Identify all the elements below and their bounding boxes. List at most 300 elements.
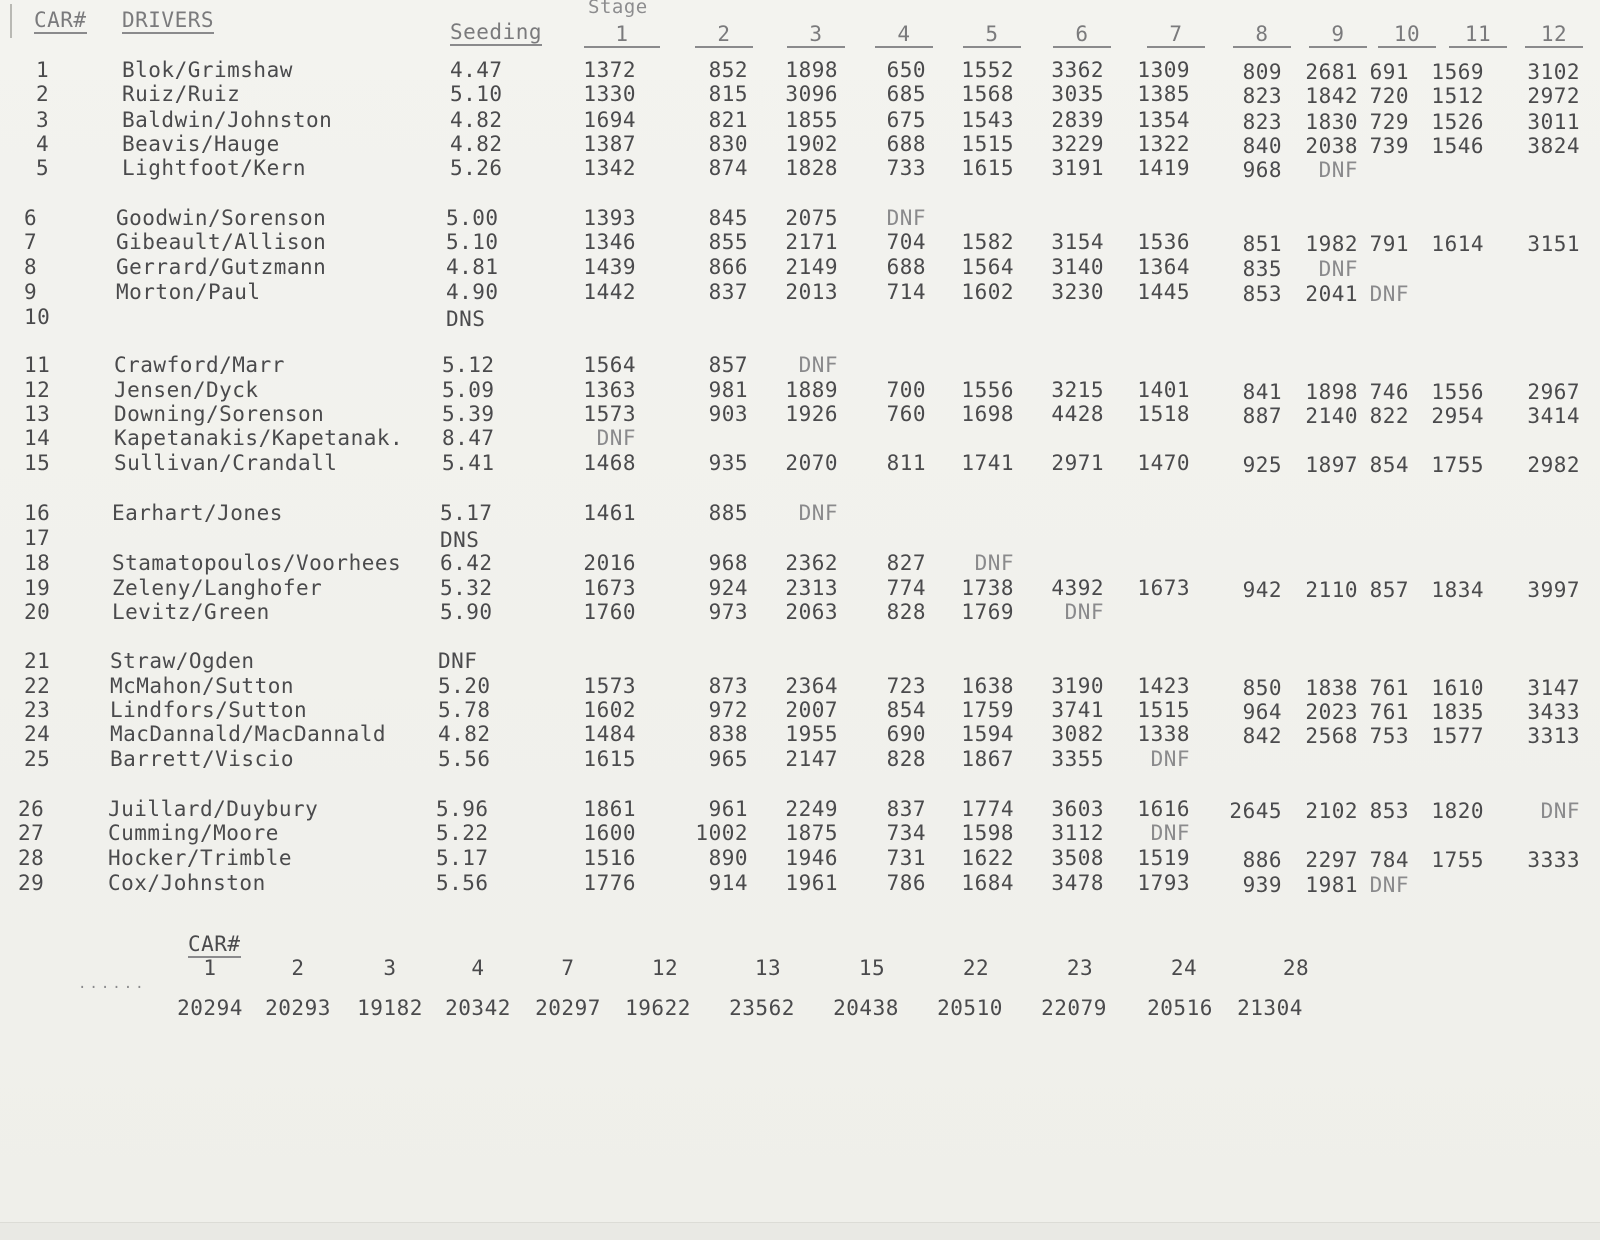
stage-9-time: DNF [1318, 257, 1358, 281]
totals-car-number: 4 [471, 956, 485, 980]
stage-8-time: 823 [1242, 110, 1282, 134]
stage-7-time: 1536 [1137, 230, 1190, 254]
stage-3-time: 2147 [785, 747, 838, 771]
stage-12-time: 3011 [1527, 110, 1580, 134]
stage-3-time: 1828 [785, 156, 838, 180]
driver-names: Lindfors/Sutton [110, 698, 308, 722]
car-number: 10 [24, 305, 51, 329]
seeding-value: 5.00 [446, 206, 499, 230]
stage-11-time: 1755 [1431, 453, 1484, 477]
totals-car-number: 23 [1066, 956, 1094, 980]
car-number: 26 [18, 797, 45, 821]
stage-5-time: 1543 [961, 108, 1014, 132]
stage-9-time: 1898 [1305, 380, 1358, 404]
stage-2-time: 874 [708, 156, 748, 180]
totals-value: 21304 [1237, 996, 1303, 1020]
car-number: 29 [18, 871, 45, 895]
stage-5-time: 1698 [961, 402, 1014, 426]
stage-7-time: 1364 [1137, 255, 1190, 279]
seeding-value: 5.78 [438, 698, 491, 722]
stage-5-time: DNF [974, 551, 1014, 575]
stage-10-time: 791 [1369, 232, 1409, 256]
stage-11-time: 1835 [1431, 700, 1484, 724]
totals-value: 19182 [357, 996, 423, 1020]
stage-5-time: 1738 [961, 576, 1014, 600]
stage-9-time: 1981 [1305, 873, 1358, 897]
stage-1-time: 1673 [583, 576, 636, 600]
stage-6-header: 6 [1053, 24, 1111, 48]
stage-3-time: 1898 [785, 58, 838, 82]
car-number: 27 [18, 821, 45, 845]
stage-10-time: 753 [1369, 724, 1409, 748]
stage-5-time: 1515 [961, 132, 1014, 156]
car-number: 18 [24, 551, 51, 575]
stage-3-time: 2063 [785, 600, 838, 624]
stage-5-time: 1774 [961, 797, 1014, 821]
margin-rule [10, 4, 12, 38]
driver-names: Sullivan/Crandall [114, 451, 338, 475]
stage-1-time: 1573 [583, 674, 636, 698]
stage-2-time: 815 [708, 82, 748, 106]
stage-5-time: 1759 [961, 698, 1014, 722]
stage-6-time: 3230 [1051, 280, 1104, 304]
stage-1-time: 2016 [583, 551, 636, 575]
stage-6-time: 4428 [1051, 402, 1104, 426]
stage-6-time: 3355 [1051, 747, 1104, 771]
stage-3-time: 1889 [785, 378, 838, 402]
stage-1-time: 1330 [583, 82, 636, 106]
stage-2-time: 914 [708, 871, 748, 895]
stage-7-header: 7 [1147, 24, 1205, 48]
stage-8-time: 942 [1242, 578, 1282, 602]
stage-3-time: 2362 [785, 551, 838, 575]
stage-1-time: 1442 [583, 280, 636, 304]
stage-2-time: 852 [708, 58, 748, 82]
stage-6-time: 3035 [1051, 82, 1104, 106]
stage-3-time: 2171 [785, 230, 838, 254]
stage-3-time: 2070 [785, 451, 838, 475]
car-number: 15 [24, 451, 51, 475]
stage-3-time: 2075 [785, 206, 838, 230]
stage-6-time: DNF [1064, 600, 1104, 624]
seeding-value: 5.17 [436, 846, 489, 870]
stage-4-time: 690 [886, 722, 926, 746]
stage-7-time: DNF [1150, 821, 1190, 845]
stage-2-time: 855 [708, 230, 748, 254]
seeding-header: Seeding [450, 20, 543, 44]
stage-3-time: 2149 [785, 255, 838, 279]
seeding-value: 5.10 [446, 230, 499, 254]
totals-car-number: 22 [962, 956, 990, 980]
stage-8-time: 2645 [1229, 799, 1282, 823]
stage-2-time: 821 [708, 108, 748, 132]
stage-6-time: 3229 [1051, 132, 1104, 156]
stage-7-time: 1793 [1137, 871, 1190, 895]
drivers-header: DRIVERS [122, 8, 215, 32]
driver-names: Gerrard/Gutzmann [116, 255, 327, 279]
stage-1-time: 1484 [583, 722, 636, 746]
paper-edge [0, 1222, 1600, 1240]
stage-1-time: 1342 [583, 156, 636, 180]
stage-6-time: 3603 [1051, 797, 1104, 821]
stage-header: Stage [588, 0, 648, 18]
stage-9-time: 1842 [1305, 84, 1358, 108]
stage-2-header: 2 [695, 24, 753, 48]
stage-2-time: 1002 [695, 821, 748, 845]
stage-8-time: 968 [1242, 158, 1282, 182]
driver-names: Earhart/Jones [112, 501, 283, 525]
stage-6-time: 3215 [1051, 378, 1104, 402]
stage-1-time: 1600 [583, 821, 636, 845]
stage-1-time: DNF [596, 426, 636, 450]
stage-2-time: 857 [708, 353, 748, 377]
stage-8-time: 809 [1242, 60, 1282, 84]
totals-car-number: 3 [383, 956, 397, 980]
stage-10-time: 739 [1369, 134, 1409, 158]
totals-value: 20294 [177, 996, 243, 1020]
stage-7-time: 1423 [1137, 674, 1190, 698]
stage-8-time: 853 [1242, 282, 1282, 306]
driver-names: Morton/Paul [116, 280, 261, 304]
stage-1-time: 1363 [583, 378, 636, 402]
stage-5-time: 1622 [961, 846, 1014, 870]
totals-value: 20342 [445, 996, 511, 1020]
stage-12-time: 3102 [1527, 60, 1580, 84]
stage-8-time: 823 [1242, 84, 1282, 108]
stage-10-time: DNF [1369, 282, 1409, 306]
totals-car-number: 15 [858, 956, 886, 980]
stage-2-time: 830 [708, 132, 748, 156]
stage-8-time: 939 [1242, 873, 1282, 897]
stage-2-time: 981 [708, 378, 748, 402]
stage-12-header: 12 [1525, 24, 1583, 48]
stage-5-time: 1564 [961, 255, 1014, 279]
car-number: 13 [24, 402, 51, 426]
stage-8-time: 925 [1242, 453, 1282, 477]
totals-value: 20297 [535, 996, 601, 1020]
seeding-value: DNS [440, 528, 480, 552]
car-number: 14 [24, 426, 51, 450]
stage-1-time: 1694 [583, 108, 636, 132]
stage-6-time: 3741 [1051, 698, 1104, 722]
stage-10-time: 857 [1369, 578, 1409, 602]
car-number: 4 [36, 132, 50, 156]
stage-10-time: DNF [1369, 873, 1409, 897]
stage-7-time: 1401 [1137, 378, 1190, 402]
seeding-value: 5.12 [442, 353, 495, 377]
stage-11-time: 1512 [1431, 84, 1484, 108]
stage-2-time: 845 [708, 206, 748, 230]
stage-12-time: 3147 [1527, 676, 1580, 700]
stage-1-time: 1760 [583, 600, 636, 624]
car-number: 2 [36, 82, 50, 106]
seeding-value: 5.10 [450, 82, 503, 106]
stage-6-time: 3140 [1051, 255, 1104, 279]
driver-names: Blok/Grimshaw [122, 58, 293, 82]
stage-6-time: 3190 [1051, 674, 1104, 698]
totals-car-number: 24 [1170, 956, 1198, 980]
stage-5-time: 1615 [961, 156, 1014, 180]
stage-11-time: 1834 [1431, 578, 1484, 602]
stage-8-time: 850 [1242, 676, 1282, 700]
stage-2-time: 924 [708, 576, 748, 600]
stage-6-time: 3191 [1051, 156, 1104, 180]
stage-3-time: 2007 [785, 698, 838, 722]
stage-4-time: 714 [886, 280, 926, 304]
stage-7-time: 1309 [1137, 58, 1190, 82]
stage-3-time: DNF [798, 353, 838, 377]
stage-9-time: 2681 [1305, 60, 1358, 84]
stage-11-time: 1569 [1431, 60, 1484, 84]
stage-3-header: 3 [787, 24, 845, 48]
driver-names: Hocker/Trimble [108, 846, 293, 870]
totals-car-header: CAR# [188, 932, 241, 956]
seeding-value: 5.39 [442, 402, 495, 426]
stage-11-time: 1577 [1431, 724, 1484, 748]
seeding-value: 6.42 [440, 551, 493, 575]
stage-11-time: 1610 [1431, 676, 1484, 700]
seeding-value: 5.20 [438, 674, 491, 698]
stage-2-time: 961 [708, 797, 748, 821]
driver-names: Kapetanakis/Kapetanak. [114, 426, 404, 450]
totals-value: 22079 [1041, 996, 1107, 1020]
totals-value: 23562 [729, 996, 795, 1020]
stage-1-time: 1861 [583, 797, 636, 821]
stage-3-time: 1875 [785, 821, 838, 845]
stage-10-header: 10 [1378, 24, 1436, 48]
stage-11-time: 2954 [1431, 404, 1484, 428]
stage-10-time: 729 [1369, 110, 1409, 134]
stage-9-time: 2140 [1305, 404, 1358, 428]
driver-names: Cox/Johnston [108, 871, 266, 895]
stage-5-time: 1582 [961, 230, 1014, 254]
stage-3-time: 2364 [785, 674, 838, 698]
stage-5-header: 5 [963, 24, 1021, 48]
stage-4-time: 828 [886, 600, 926, 624]
stage-1-time: 1615 [583, 747, 636, 771]
stage-5-time: 1568 [961, 82, 1014, 106]
seeding-value: 5.41 [442, 451, 495, 475]
stage-8-header: 8 [1233, 24, 1291, 48]
stage-4-time: 650 [886, 58, 926, 82]
driver-names: Juillard/Duybury [108, 797, 319, 821]
stage-10-time: 761 [1369, 700, 1409, 724]
stage-12-time: 2967 [1527, 380, 1580, 404]
stage-6-time: 2971 [1051, 451, 1104, 475]
totals-car-number: 13 [754, 956, 782, 980]
stage-4-time: 733 [886, 156, 926, 180]
stage-3-time: DNF [798, 501, 838, 525]
seeding-value: 8.47 [442, 426, 495, 450]
stage-9-time: 2102 [1305, 799, 1358, 823]
stage-3-time: 1946 [785, 846, 838, 870]
totals-car-number: 12 [651, 956, 679, 980]
driver-names: Levitz/Green [112, 600, 270, 624]
stage-3-time: 2313 [785, 576, 838, 600]
stage-1-time: 1516 [583, 846, 636, 870]
stage-2-time: 866 [708, 255, 748, 279]
stage-2-time: 968 [708, 551, 748, 575]
stage-10-time: 784 [1369, 848, 1409, 872]
stage-9-header: 9 [1309, 24, 1367, 48]
stage-11-time: 1820 [1431, 799, 1484, 823]
stage-1-time: 1461 [583, 501, 636, 525]
seeding-value: 4.82 [438, 722, 491, 746]
stage-3-time: 1855 [785, 108, 838, 132]
car-number: 28 [18, 846, 45, 870]
stage-2-time: 903 [708, 402, 748, 426]
stage-3-time: 1902 [785, 132, 838, 156]
stage-4-time: 786 [886, 871, 926, 895]
stage-9-time: 1830 [1305, 110, 1358, 134]
stage-11-time: 1614 [1431, 232, 1484, 256]
stage-9-time: 1897 [1305, 453, 1358, 477]
totals-value: 20516 [1147, 996, 1213, 1020]
stage-8-time: 840 [1242, 134, 1282, 158]
stage-1-time: 1573 [583, 402, 636, 426]
stage-12-time: DNF [1540, 799, 1580, 823]
stage-3-time: 2249 [785, 797, 838, 821]
stage-6-time: 3154 [1051, 230, 1104, 254]
stage-8-time: 964 [1242, 700, 1282, 724]
stage-7-time: 1338 [1137, 722, 1190, 746]
stage-4-header: 4 [875, 24, 933, 48]
seeding-value: 5.56 [436, 871, 489, 895]
stage-11-time: 1546 [1431, 134, 1484, 158]
seeding-value: 5.22 [436, 821, 489, 845]
stage-3-time: 1955 [785, 722, 838, 746]
seeding-value: DNS [446, 307, 486, 331]
stage-7-time: 1445 [1137, 280, 1190, 304]
driver-names: Ruiz/Ruiz [122, 82, 241, 106]
stage-9-time: 2110 [1305, 578, 1358, 602]
stage-12-time: 3333 [1527, 848, 1580, 872]
seeding-value: 4.47 [450, 58, 503, 82]
car-number: 17 [24, 526, 51, 550]
seeding-value: 4.82 [450, 132, 503, 156]
stage-6-time: 3082 [1051, 722, 1104, 746]
stage-1-time: 1776 [583, 871, 636, 895]
driver-names: Lightfoot/Kern [122, 156, 307, 180]
seeding-value: 5.17 [440, 501, 493, 525]
stage-4-time: 734 [886, 821, 926, 845]
seeding-value: 5.09 [442, 378, 495, 402]
stage-6-time: 3362 [1051, 58, 1104, 82]
stage-10-time: 761 [1369, 676, 1409, 700]
totals-value: 20510 [937, 996, 1003, 1020]
stage-6-time: 3508 [1051, 846, 1104, 870]
stage-2-time: 838 [708, 722, 748, 746]
stage-10-time: 720 [1369, 84, 1409, 108]
stage-5-time: 1556 [961, 378, 1014, 402]
totals-value: 20293 [265, 996, 331, 1020]
stage-10-time: 746 [1369, 380, 1409, 404]
stage-1-time: 1393 [583, 206, 636, 230]
stage-5-time: 1769 [961, 600, 1014, 624]
stage-4-time: 774 [886, 576, 926, 600]
car-number: 24 [24, 722, 51, 746]
stage-3-time: 2013 [785, 280, 838, 304]
stage-9-time: 1982 [1305, 232, 1358, 256]
stage-12-time: 3313 [1527, 724, 1580, 748]
car-number: 16 [24, 501, 51, 525]
totals-car-number: 1 [203, 956, 217, 980]
stage-11-time: 1755 [1431, 848, 1484, 872]
stage-7-time: 1322 [1137, 132, 1190, 156]
stage-7-time: 1518 [1137, 402, 1190, 426]
stage-4-time: 731 [886, 846, 926, 870]
stage-4-time: 675 [886, 108, 926, 132]
driver-names: Cumming/Moore [108, 821, 279, 845]
stage-7-time: DNF [1150, 747, 1190, 771]
stage-4-time: 837 [886, 797, 926, 821]
stage-6-time: 4392 [1051, 576, 1104, 600]
stage-7-time: 1354 [1137, 108, 1190, 132]
driver-names: Beavis/Hauge [122, 132, 280, 156]
car-number: 21 [24, 649, 51, 673]
stage-2-time: 873 [708, 674, 748, 698]
driver-names: Gibeault/Allison [116, 230, 327, 254]
seeding-value: DNF [438, 649, 478, 673]
seeding-value: 5.56 [438, 747, 491, 771]
stage-7-time: 1470 [1137, 451, 1190, 475]
driver-names: Straw/Ogden [110, 649, 255, 673]
driver-names: Stamatopoulos/Voorhees [112, 551, 402, 575]
stage-5-time: 1684 [961, 871, 1014, 895]
totals-value: 19622 [625, 996, 691, 1020]
stage-11-header: 11 [1449, 24, 1507, 48]
car-number: 20 [24, 600, 51, 624]
stage-12-time: 3997 [1527, 578, 1580, 602]
car-number: 11 [24, 353, 51, 377]
stage-9-time: 2297 [1305, 848, 1358, 872]
stage-11-time: 1526 [1431, 110, 1484, 134]
stage-4-time: 828 [886, 747, 926, 771]
driver-names: Jensen/Dyck [114, 378, 259, 402]
stage-9-time: 2568 [1305, 724, 1358, 748]
stage-1-time: 1602 [583, 698, 636, 722]
stage-7-time: 1673 [1137, 576, 1190, 600]
stage-12-time: 2982 [1527, 453, 1580, 477]
stage-5-time: 1867 [961, 747, 1014, 771]
driver-names: Baldwin/Johnston [122, 108, 333, 132]
stage-6-time: 2839 [1051, 108, 1104, 132]
stage-9-time: DNF [1318, 158, 1358, 182]
car-header: CAR# [34, 8, 87, 32]
stage-4-time: 854 [886, 698, 926, 722]
totals-value: 20438 [833, 996, 899, 1020]
stage-2-time: 935 [708, 451, 748, 475]
stage-8-time: 886 [1242, 848, 1282, 872]
totals-car-number: 2 [291, 956, 305, 980]
car-number: 12 [24, 378, 51, 402]
stage-3-time: 1926 [785, 402, 838, 426]
stage-6-time: 3112 [1051, 821, 1104, 845]
stage-8-time: 842 [1242, 724, 1282, 748]
stage-10-time: 822 [1369, 404, 1409, 428]
stage-12-time: 3414 [1527, 404, 1580, 428]
stage-10-time: 691 [1369, 60, 1409, 84]
stage-2-time: 972 [708, 698, 748, 722]
stage-7-time: 1419 [1137, 156, 1190, 180]
seeding-value: 4.82 [450, 108, 503, 132]
stage-4-time: 723 [886, 674, 926, 698]
seeding-value: 4.90 [446, 280, 499, 304]
stage-4-time: 827 [886, 551, 926, 575]
stage-7-time: 1519 [1137, 846, 1190, 870]
stage-2-time: 965 [708, 747, 748, 771]
stage-1-header: 1 [584, 24, 660, 48]
